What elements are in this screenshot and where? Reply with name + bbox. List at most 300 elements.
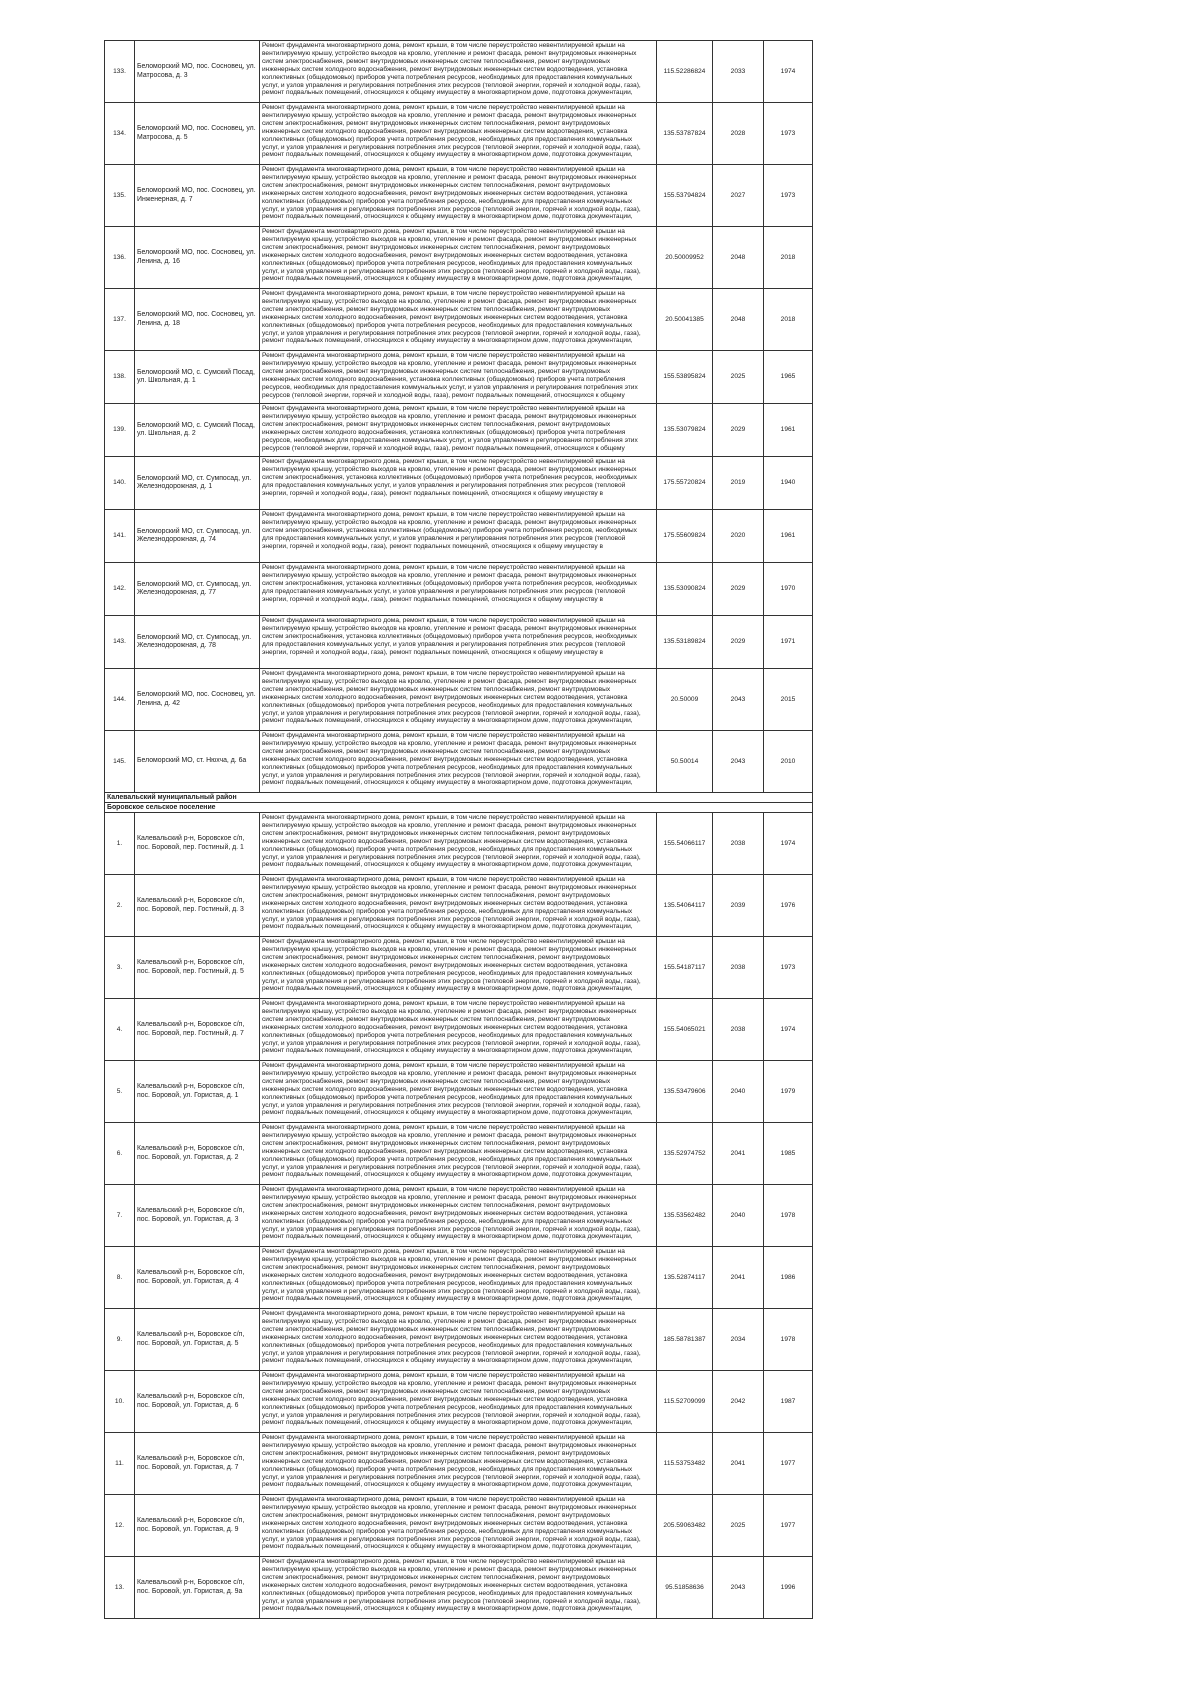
row-built-year: 1987 bbox=[764, 1371, 813, 1433]
row-number: 145. bbox=[105, 731, 135, 793]
row-built-year: 2018 bbox=[764, 227, 813, 289]
work-line: систем электроснабжения, ремонт внутридомовых инженерных систем теплоснабжения, ремонт внутридомовых bbox=[262, 1015, 611, 1023]
row-cost: 175.55609824 bbox=[657, 510, 713, 563]
work-line: коллективных (общедомовых) приборов учета потребления ресурсов, необходимых для предоставления коммунальных bbox=[262, 1279, 633, 1287]
work-line: энергии, горячей и холодной воды, газа), ремонт подвальных помещений, относящихся к общему имуществу в bbox=[262, 489, 604, 497]
row-built-year: 1977 bbox=[764, 1495, 813, 1557]
table-row bbox=[105, 616, 813, 669]
work-line: инженерных систем холодного водоснабжения, ремонт внутридомовых инженерных систем водоотведения, установка bbox=[262, 313, 628, 321]
row-address: Беломорский МО, с. Сумский Посад, ул. Школьная, д. 2 bbox=[135, 404, 260, 457]
row-address: Беломорский МО, пос. Сосновец, ул. Матросова, д. 5 bbox=[135, 103, 260, 165]
work-line: для предоставления коммунальных услуг, и узлов управления и регулирования потребления этих ресурсов (тепловой bbox=[262, 587, 626, 595]
work-line: Ремонт фундамента многоквартирного дома, ремонт крыши, в том числе переустройство невентилируемой крыши на bbox=[262, 1372, 625, 1379]
row-work-description bbox=[260, 1123, 657, 1185]
row-number: 13. bbox=[105, 1557, 135, 1619]
row-number: 142. bbox=[105, 563, 135, 616]
work-line: услуг, и узлов управления и регулирования потребления этих ресурсов (тепловой энергии, горячей и холодной воды, газа), bbox=[262, 205, 641, 213]
work-line: услуг, и узлов управления и регулирования потребления этих ресурсов (тепловой энергии, горячей и холодной воды, газа), bbox=[262, 1473, 641, 1481]
row-address: Беломорский МО, ст. Сумпосад, ул. Железнодорожная, д. 74 bbox=[135, 510, 260, 563]
work-line: инженерных систем холодного водоснабжения, ремонт внутридомовых инженерных систем водоотведения, установка bbox=[262, 1271, 628, 1279]
table-row bbox=[105, 227, 813, 289]
work-line: ремонт подвальных помещений, относящихся к общему имуществу в многоквартирном доме, подготовка документации, bbox=[262, 1047, 633, 1055]
work-line: для предоставления коммунальных услуг, и узлов управления и регулирования потребления этих ресурсов (тепловой bbox=[262, 481, 626, 489]
row-address: Калевальский р-н, Боровское с/п, пос. Боровой, пер. Гостиный, д. 7 bbox=[135, 999, 260, 1061]
row-number: 5. bbox=[105, 1061, 135, 1123]
work-line: систем электроснабжения, установка коллективных (общедомовых) приборов учета потребления ресурсов, необходимых bbox=[262, 632, 637, 640]
row-cost: 135.53189824 bbox=[657, 616, 713, 669]
row-planned-year: 2028 bbox=[713, 103, 764, 165]
work-line: ремонт подвальных помещений, относящихся к общему имуществу в многоквартирном доме, подготовка документации, bbox=[262, 1171, 633, 1179]
work-line: ремонт подвальных помещений, относящихся к общему имуществу в многоквартирном доме, подготовка документации, bbox=[262, 213, 633, 221]
work-line: Ремонт фундамента многоквартирного дома, ремонт крыши, в том числе переустройство невентилируемой крыши на bbox=[262, 1558, 625, 1565]
work-line: вентилируемую крышу, устройство выходов на кровлю, утепление и ремонт фасада, ремонт внутридомовых инженерных bbox=[262, 571, 637, 579]
work-line: систем электроснабжения, ремонт внутридомовых инженерных систем теплоснабжения, ремонт внутридомовых bbox=[262, 1201, 611, 1209]
work-line: вентилируемую крышу, устройство выходов на кровлю, утепление и ремонт фасада, ремонт внутридомовых инженерных bbox=[262, 945, 637, 953]
work-line: вентилируемую крышу, устройство выходов на кровлю, утепление и ремонт фасада, ремонт внутридомовых инженерных bbox=[262, 1131, 637, 1139]
work-line: вентилируемую крышу, устройство выходов на кровлю, утепление и ремонт фасада, ремонт внутридомовых инженерных bbox=[262, 1255, 637, 1263]
work-line: систем электроснабжения, ремонт внутридомовых инженерных систем теплоснабжения, ремонт внутридомовых bbox=[262, 953, 611, 961]
row-address: Беломорский МО, пос. Сосновец, ул. Инженерная, д. 7 bbox=[135, 165, 260, 227]
work-line: систем электроснабжения, ремонт внутридомовых инженерных систем теплоснабжения, ремонт внутридомовых bbox=[262, 119, 611, 127]
work-line: коллективных (общедомовых) приборов учета потребления ресурсов, необходимых для предоставления коммунальных bbox=[262, 1341, 633, 1349]
table-row bbox=[105, 937, 813, 999]
row-number: 140. bbox=[105, 457, 135, 510]
table-row bbox=[105, 1433, 813, 1495]
table-row bbox=[105, 41, 813, 103]
row-number: 136. bbox=[105, 227, 135, 289]
work-line: услуг, и узлов управления и регулирования потребления этих ресурсов (тепловой энергии, горячей и холодной воды, газа), bbox=[262, 977, 641, 985]
work-line: систем электроснабжения, ремонт внутридомовых инженерных систем теплоснабжения, ремонт внутридомовых bbox=[262, 57, 611, 65]
row-address: Калевальский р-н, Боровское с/п, пос. Боровой, ул. Гористая, д. 3 bbox=[135, 1185, 260, 1247]
row-address: Калевальский р-н, Боровское с/п, пос. Боровой, ул. Гористая, д. 9 bbox=[135, 1495, 260, 1557]
row-work-description bbox=[260, 1061, 657, 1123]
work-line: инженерных систем холодного водоснабжения, ремонт внутридомовых инженерных систем водоотведения, установка bbox=[262, 693, 628, 701]
work-line: систем электроснабжения, ремонт внутридомовых инженерных систем теплоснабжения, ремонт внутридомовых bbox=[262, 305, 611, 313]
table-row bbox=[105, 1371, 813, 1433]
work-line: Ремонт фундамента многоквартирного дома, ремонт крыши, в том числе переустройство невентилируемой крыши на bbox=[262, 228, 625, 235]
row-work-description bbox=[260, 1371, 657, 1433]
work-line: ремонт подвальных помещений, относящихся к общему имуществу в многоквартирном доме, подготовка документации, bbox=[262, 923, 633, 931]
row-number: 1. bbox=[105, 813, 135, 875]
row-built-year: 1979 bbox=[764, 1061, 813, 1123]
row-number: 4. bbox=[105, 999, 135, 1061]
work-line: ремонт подвальных помещений, относящихся к общему имуществу в многоквартирном доме, подготовка документации, bbox=[262, 1109, 633, 1117]
work-line: ремонт подвальных помещений, относящихся к общему имуществу в многоквартирном доме, подготовка документации, bbox=[262, 1605, 633, 1613]
row-address: Беломорский МО, с. Сумский Посад, ул. Школьная, д. 1 bbox=[135, 351, 260, 404]
work-line: коллективных (общедомовых) приборов учета потребления ресурсов, необходимых для предоставления коммунальных bbox=[262, 73, 633, 81]
row-planned-year: 2040 bbox=[713, 1061, 764, 1123]
row-cost: 135.53079824 bbox=[657, 404, 713, 457]
work-line: Ремонт фундамента многоквартирного дома, ремонт крыши, в том числе переустройство невентилируемой крыши на bbox=[262, 511, 625, 518]
row-number: 143. bbox=[105, 616, 135, 669]
work-line: систем электроснабжения, ремонт внутридомовых инженерных систем теплоснабжения, ремонт внутридомовых bbox=[262, 1511, 611, 1519]
table-row bbox=[105, 669, 813, 731]
row-address: Беломорский МО, ст. Сумпосад, ул. Железнодорожная, д. 1 bbox=[135, 457, 260, 510]
work-line: вентилируемую крышу, устройство выходов на кровлю, утепление и ремонт фасада, ремонт внутридомовых инженерных bbox=[262, 1007, 637, 1015]
table-row bbox=[105, 510, 813, 563]
work-line: для предоставления коммунальных услуг, и узлов управления и регулирования потребления этих ресурсов (тепловой bbox=[262, 534, 626, 542]
work-line: ремонт подвальных помещений, относящихся к общему имуществу в многоквартирном доме, подготовка документации, bbox=[262, 1233, 633, 1241]
row-work-description bbox=[260, 1495, 657, 1557]
row-work-description bbox=[260, 227, 657, 289]
row-work-description bbox=[260, 1247, 657, 1309]
work-line: систем электроснабжения, установка коллективных (общедомовых) приборов учета потребления ресурсов, необходимых bbox=[262, 526, 637, 534]
row-built-year: 1974 bbox=[764, 41, 813, 103]
row-cost: 135.54064117 bbox=[657, 875, 713, 937]
table-row bbox=[105, 563, 813, 616]
row-work-description bbox=[260, 937, 657, 999]
work-line: инженерных систем холодного водоснабжения, ремонт внутридомовых инженерных систем водоотведения, установка bbox=[262, 65, 628, 73]
row-cost: 20.50009952 bbox=[657, 227, 713, 289]
table-row bbox=[105, 731, 813, 793]
work-line: инженерных систем холодного водоснабжения, ремонт внутридомовых инженерных систем водоотведения, установка bbox=[262, 1023, 628, 1031]
row-cost: 155.54187117 bbox=[657, 937, 713, 999]
row-planned-year: 2029 bbox=[713, 563, 764, 616]
work-line: коллективных (общедомовых) приборов учета потребления ресурсов, необходимых для предоставления коммунальных bbox=[262, 135, 633, 143]
row-cost: 115.52286824 bbox=[657, 41, 713, 103]
work-line: вентилируемую крышу, устройство выходов на кровлю, утепление и ремонт фасада, ремонт внутридомовых инженерных bbox=[262, 821, 637, 829]
work-line: для предоставления коммунальных услуг, и узлов управления и регулирования потребления этих ресурсов (тепловой bbox=[262, 640, 626, 648]
work-line: вентилируемую крышу, устройство выходов на кровлю, утепление и ремонт фасада, ремонт внутридомовых инженерных bbox=[262, 1193, 637, 1201]
work-line: систем электроснабжения, ремонт внутридомовых инженерных систем теплоснабжения, ремонт внутридомовых bbox=[262, 747, 611, 755]
work-line: систем электроснабжения, ремонт внутридомовых инженерных систем теплоснабжения, ремонт внутридомовых bbox=[262, 243, 611, 251]
row-planned-year: 2019 bbox=[713, 457, 764, 510]
row-address: Калевальский р-н, Боровское с/п, пос. Боровой, ул. Гористая, д. 2 bbox=[135, 1123, 260, 1185]
row-address: Беломорский МО, пос. Сосновец, ул. Матросова, д. 3 bbox=[135, 41, 260, 103]
work-line: инженерных систем холодного водоснабжения, ремонт внутридомовых инженерных систем водоотведения, установка bbox=[262, 1209, 628, 1217]
work-line: систем электроснабжения, ремонт внутридомовых инженерных систем теплоснабжения, ремонт внутридомовых bbox=[262, 1077, 611, 1085]
row-cost: 155.53794824 bbox=[657, 165, 713, 227]
work-line: Ремонт фундамента многоквартирного дома, ремонт крыши, в том числе переустройство невентилируемой крыши на bbox=[262, 1000, 625, 1007]
work-line: вентилируемую крышу, устройство выходов на кровлю, утепление и ремонт фасада, ремонт внутридомовых инженерных bbox=[262, 1565, 637, 1573]
work-line: вентилируемую крышу, устройство выходов на кровлю, утепление и ремонт фасада, ремонт внутридомовых инженерных bbox=[262, 739, 637, 747]
table-row bbox=[105, 1185, 813, 1247]
row-planned-year: 2029 bbox=[713, 404, 764, 457]
work-line: систем электроснабжения, ремонт внутридомовых инженерных систем теплоснабжения, ремонт внутридомовых bbox=[262, 1139, 611, 1147]
table-row bbox=[105, 404, 813, 457]
work-line: Ремонт фундамента многоквартирного дома, ремонт крыши, в том числе переустройство невентилируемой крыши на bbox=[262, 104, 625, 111]
work-line: коллективных (общедомовых) приборов учета потребления ресурсов, необходимых для предоставления коммунальных bbox=[262, 197, 633, 205]
row-cost: 155.54065021 bbox=[657, 999, 713, 1061]
work-line: ремонт подвальных помещений, относящихся к общему имуществу в многоквартирном доме, подготовка документации, bbox=[262, 985, 633, 993]
row-number: 133. bbox=[105, 41, 135, 103]
work-line: услуг, и узлов управления и регулирования потребления этих ресурсов (тепловой энергии, горячей и холодной воды, газа), bbox=[262, 329, 641, 337]
work-line: Ремонт фундамента многоквартирного дома, ремонт крыши, в том числе переустройство невентилируемой крыши на bbox=[262, 732, 625, 739]
work-line: услуг, и узлов управления и регулирования потребления этих ресурсов (тепловой энергии, горячей и холодной воды, газа), bbox=[262, 1039, 641, 1047]
work-line: ремонт подвальных помещений, относящихся к общему имуществу в многоквартирном доме, подготовка документации, bbox=[262, 1357, 633, 1365]
section-row-district bbox=[105, 793, 813, 803]
row-built-year: 1978 bbox=[764, 1309, 813, 1371]
work-line: инженерных систем холодного водоснабжения, установка коллективных (общедомовых) приборов учета потребления bbox=[262, 428, 626, 436]
work-line: инженерных систем холодного водоснабжения, ремонт внутридомовых инженерных систем водоотведения, установка bbox=[262, 899, 628, 907]
work-line: систем электроснабжения, установка коллективных (общедомовых) приборов учета потребления ресурсов, необходимых bbox=[262, 473, 637, 481]
table-row bbox=[105, 103, 813, 165]
row-planned-year: 2025 bbox=[713, 1495, 764, 1557]
work-line: инженерных систем холодного водоснабжения, ремонт внутридомовых инженерных систем водоотведения, установка bbox=[262, 1581, 628, 1589]
work-line: систем электроснабжения, ремонт внутридомовых инженерных систем теплоснабжения, ремонт внутридомовых bbox=[262, 1387, 611, 1395]
work-line: ремонт подвальных помещений, относящихся к общему имуществу в многоквартирном доме, подготовка документации, bbox=[262, 1481, 633, 1489]
work-line: инженерных систем холодного водоснабжения, ремонт внутридомовых инженерных систем водоотведения, установка bbox=[262, 1519, 628, 1527]
row-number: 135. bbox=[105, 165, 135, 227]
row-built-year: 1940 bbox=[764, 457, 813, 510]
work-line: инженерных систем холодного водоснабжения, ремонт внутридомовых инженерных систем водоотведения, установка bbox=[262, 1333, 628, 1341]
table-row bbox=[105, 813, 813, 875]
row-built-year: 1985 bbox=[764, 1123, 813, 1185]
row-number: 139. bbox=[105, 404, 135, 457]
work-line: вентилируемую крышу, устройство выходов на кровлю, утепление и ремонт фасада, ремонт внутридомовых инженерных bbox=[262, 412, 637, 420]
work-line: инженерных систем холодного водоснабжения, ремонт внутридомовых инженерных систем водоотведения, установка bbox=[262, 1147, 628, 1155]
work-line: систем электроснабжения, ремонт внутридомовых инженерных систем теплоснабжения, ремонт внутридомовых bbox=[262, 1573, 611, 1581]
section-settlement-title: Боровское сельское поселение bbox=[105, 803, 813, 813]
row-built-year: 1973 bbox=[764, 103, 813, 165]
row-address: Беломорский МО, ст. Нюхча, д. 6а bbox=[135, 731, 260, 793]
work-line: инженерных систем холодного водоснабжения, ремонт внутридомовых инженерных систем водоотведения, установка bbox=[262, 127, 628, 135]
row-number: 9. bbox=[105, 1309, 135, 1371]
row-work-description bbox=[260, 875, 657, 937]
row-address: Калевальский р-н, Боровское с/п, пос. Боровой, ул. Гористая, д. 5 bbox=[135, 1309, 260, 1371]
work-line: энергии, горячей и холодной воды, газа), ремонт подвальных помещений, относящихся к общему имуществу в bbox=[262, 595, 604, 603]
work-line: инженерных систем холодного водоснабжения, ремонт внутридомовых инженерных систем водоотведения, установка bbox=[262, 1457, 628, 1465]
row-number: 7. bbox=[105, 1185, 135, 1247]
row-cost: 95.51858636 bbox=[657, 1557, 713, 1619]
row-built-year: 1976 bbox=[764, 875, 813, 937]
row-address: Калевальский р-н, Боровское с/п, пос. Боровой, ул. Гористая, д. 6 bbox=[135, 1371, 260, 1433]
row-address: Калевальский р-н, Боровское с/п, пос. Боровой, пер. Гостиный, д. 1 bbox=[135, 813, 260, 875]
row-cost: 135.53562482 bbox=[657, 1185, 713, 1247]
work-line: услуг, и узлов управления и регулирования потребления этих ресурсов (тепловой энергии, горячей и холодной воды, газа), bbox=[262, 709, 641, 717]
work-line: услуг, и узлов управления и регулирования потребления этих ресурсов (тепловой энергии, горячей и холодной воды, газа), bbox=[262, 143, 641, 151]
work-line: услуг, и узлов управления и регулирования потребления этих ресурсов (тепловой энергии, горячей и холодной воды, газа), bbox=[262, 1101, 641, 1109]
row-address: Калевальский р-н, Боровское с/п, пос. Боровой, ул. Гористая, д. 7 bbox=[135, 1433, 260, 1495]
row-number: 141. bbox=[105, 510, 135, 563]
capital-repair-table bbox=[104, 40, 813, 1619]
row-built-year: 2018 bbox=[764, 289, 813, 351]
row-work-description bbox=[260, 1557, 657, 1619]
work-line: вентилируемую крышу, устройство выходов на кровлю, утепление и ремонт фасада, ремонт внутридомовых инженерных bbox=[262, 883, 637, 891]
table-row bbox=[105, 1123, 813, 1185]
row-planned-year: 2043 bbox=[713, 1557, 764, 1619]
row-address: Беломорский МО, ст. Сумпосад, ул. Железнодорожная, д. 78 bbox=[135, 616, 260, 669]
row-planned-year: 2027 bbox=[713, 165, 764, 227]
work-line: коллективных (общедомовых) приборов учета потребления ресурсов, необходимых для предоставления коммунальных bbox=[262, 845, 633, 853]
work-line: инженерных систем холодного водоснабжения, ремонт внутридомовых инженерных систем водоотведения, установка bbox=[262, 837, 628, 845]
row-work-description bbox=[260, 103, 657, 165]
row-cost: 155.54066117 bbox=[657, 813, 713, 875]
work-line: систем электроснабжения, ремонт внутридомовых инженерных систем теплоснабжения, ремонт внутридомовых bbox=[262, 420, 611, 428]
row-built-year: 1971 bbox=[764, 616, 813, 669]
work-line: коллективных (общедомовых) приборов учета потребления ресурсов, необходимых для предоставления коммунальных bbox=[262, 1589, 633, 1597]
work-line: систем электроснабжения, ремонт внутридомовых инженерных систем теплоснабжения, ремонт внутридомовых bbox=[262, 1325, 611, 1333]
work-line: Ремонт фундамента многоквартирного дома, ремонт крыши, в том числе переустройство невентилируемой крыши на bbox=[262, 1434, 625, 1441]
row-number: 8. bbox=[105, 1247, 135, 1309]
row-cost: 135.52874117 bbox=[657, 1247, 713, 1309]
row-planned-year: 2033 bbox=[713, 41, 764, 103]
row-number: 138. bbox=[105, 351, 135, 404]
row-planned-year: 2038 bbox=[713, 999, 764, 1061]
work-line: ресурсов (тепловой энергии, горячей и холодной воды, газа), ремонт подвальных помещений, относящихся к общему bbox=[262, 444, 625, 452]
work-line: ремонт подвальных помещений, относящихся к общему имуществу в многоквартирном доме, подготовка документации, bbox=[262, 779, 633, 787]
work-line: вентилируемую крышу, устройство выходов на кровлю, утепление и ремонт фасада, ремонт внутридомовых инженерных bbox=[262, 1441, 637, 1449]
work-line: услуг, и узлов управления и регулирования потребления этих ресурсов (тепловой энергии, горячей и холодной воды, газа), bbox=[262, 1597, 641, 1605]
row-cost: 135.53479606 bbox=[657, 1061, 713, 1123]
work-line: ремонт подвальных помещений, относящихся к общему имуществу в многоквартирном доме, подготовка документации, bbox=[262, 717, 633, 725]
work-line: энергии, горячей и холодной воды, газа), ремонт подвальных помещений, относящихся к общему имуществу в bbox=[262, 648, 604, 656]
work-line: инженерных систем холодного водоснабжения, ремонт внутридомовых инженерных систем водоотведения, установка bbox=[262, 251, 628, 259]
work-line: ремонт подвальных помещений, относящихся к общему имуществу в многоквартирном доме, подготовка документации, bbox=[262, 275, 633, 283]
table-row bbox=[105, 1309, 813, 1371]
row-address: Калевальский р-н, Боровское с/п, пос. Боровой, пер. Гостиный, д. 5 bbox=[135, 937, 260, 999]
work-line: Ремонт фундамента многоквартирного дома, ремонт крыши, в том числе переустройство невентилируемой крыши на bbox=[262, 42, 625, 49]
work-line: Ремонт фундамента многоквартирного дома, ремонт крыши, в том числе переустройство невентилируемой крыши на bbox=[262, 1124, 625, 1131]
row-work-description bbox=[260, 351, 657, 404]
row-address: Беломорский МО, ст. Сумпосад, ул. Железнодорожная, д. 77 bbox=[135, 563, 260, 616]
work-line: коллективных (общедомовых) приборов учета потребления ресурсов, необходимых для предоставления коммунальных bbox=[262, 969, 633, 977]
row-built-year: 1965 bbox=[764, 351, 813, 404]
work-line: ресурсов, необходимых для предоставления коммунальных услуг, и узлов управления и регулирования потребления этих bbox=[262, 436, 638, 444]
work-line: Ремонт фундамента многоквартирного дома, ремонт крыши, в том числе переустройство невентилируемой крыши на bbox=[262, 1248, 625, 1255]
row-planned-year: 2025 bbox=[713, 351, 764, 404]
row-planned-year: 2048 bbox=[713, 227, 764, 289]
work-line: вентилируемую крышу, устройство выходов на кровлю, утепление и ремонт фасада, ремонт внутридомовых инженерных bbox=[262, 359, 637, 367]
work-line: услуг, и узлов управления и регулирования потребления этих ресурсов (тепловой энергии, горячей и холодной воды, газа), bbox=[262, 1287, 641, 1295]
row-planned-year: 2043 bbox=[713, 669, 764, 731]
work-line: Ремонт фундамента многоквартирного дома, ремонт крыши, в том числе переустройство невентилируемой крыши на bbox=[262, 1062, 625, 1069]
row-planned-year: 2048 bbox=[713, 289, 764, 351]
work-line: коллективных (общедомовых) приборов учета потребления ресурсов, необходимых для предоставления коммунальных bbox=[262, 1093, 633, 1101]
row-work-description bbox=[260, 510, 657, 563]
row-planned-year: 2041 bbox=[713, 1247, 764, 1309]
row-built-year: 1970 bbox=[764, 563, 813, 616]
work-line: инженерных систем холодного водоснабжения, ремонт внутридомовых инженерных систем водоотведения, установка bbox=[262, 1085, 628, 1093]
row-cost: 135.53787824 bbox=[657, 103, 713, 165]
work-line: услуг, и узлов управления и регулирования потребления этих ресурсов (тепловой энергии, горячей и холодной воды, газа), bbox=[262, 1535, 641, 1543]
row-work-description bbox=[260, 1185, 657, 1247]
row-built-year: 1996 bbox=[764, 1557, 813, 1619]
work-line: ремонт подвальных помещений, относящихся к общему имуществу в многоквартирном доме, подготовка документации, bbox=[262, 151, 633, 159]
row-planned-year: 2041 bbox=[713, 1433, 764, 1495]
row-address: Беломорский МО, пос. Сосновец, ул. Ленина, д. 16 bbox=[135, 227, 260, 289]
work-line: Ремонт фундамента многоквартирного дома, ремонт крыши, в том числе переустройство невентилируемой крыши на bbox=[262, 1496, 625, 1503]
work-line: ремонт подвальных помещений, относящихся к общему имуществу в многоквартирном доме, подготовка документации, bbox=[262, 89, 633, 97]
row-number: 144. bbox=[105, 669, 135, 731]
work-line: вентилируемую крышу, устройство выходов на кровлю, утепление и ремонт фасада, ремонт внутридомовых инженерных bbox=[262, 1379, 637, 1387]
row-cost: 20.50009 bbox=[657, 669, 713, 731]
row-built-year: 2015 bbox=[764, 669, 813, 731]
work-line: Ремонт фундамента многоквартирного дома, ремонт крыши, в том числе переустройство невентилируемой крыши на bbox=[262, 1186, 625, 1193]
row-planned-year: 2029 bbox=[713, 616, 764, 669]
row-cost: 185.58781387 bbox=[657, 1309, 713, 1371]
row-number: 3. bbox=[105, 937, 135, 999]
work-line: систем электроснабжения, ремонт внутридомовых инженерных систем теплоснабжения, ремонт внутридомовых bbox=[262, 1449, 611, 1457]
work-line: систем электроснабжения, ремонт внутридомовых инженерных систем теплоснабжения, ремонт внутридомовых bbox=[262, 367, 611, 375]
work-line: вентилируемую крышу, устройство выходов на кровлю, утепление и ремонт фасада, ремонт внутридомовых инженерных bbox=[262, 111, 637, 119]
row-built-year: 1986 bbox=[764, 1247, 813, 1309]
row-planned-year: 2042 bbox=[713, 1371, 764, 1433]
work-line: услуг, и узлов управления и регулирования потребления этих ресурсов (тепловой энергии, горячей и холодной воды, газа), bbox=[262, 81, 641, 89]
work-line: услуг, и узлов управления и регулирования потребления этих ресурсов (тепловой энергии, горячей и холодной воды, газа), bbox=[262, 1225, 641, 1233]
row-address: Калевальский р-н, Боровское с/п, пос. Боровой, пер. Гостиный, д. 3 bbox=[135, 875, 260, 937]
row-number: 137. bbox=[105, 289, 135, 351]
work-line: систем электроснабжения, ремонт внутридомовых инженерных систем теплоснабжения, ремонт внутридомовых bbox=[262, 829, 611, 837]
work-line: вентилируемую крышу, устройство выходов на кровлю, утепление и ремонт фасада, ремонт внутридомовых инженерных bbox=[262, 677, 637, 685]
work-line: ресурсов (тепловой энергии, горячей и холодной воды, газа), ремонт подвальных помещений, относящихся к общему bbox=[262, 391, 625, 399]
work-line: Ремонт фундамента многоквартирного дома, ремонт крыши, в том числе переустройство невентилируемой крыши на bbox=[262, 405, 625, 412]
work-line: вентилируемую крышу, устройство выходов на кровлю, утепление и ремонт фасада, ремонт внутридомовых инженерных bbox=[262, 235, 637, 243]
table-row bbox=[105, 457, 813, 510]
row-cost: 50.50014 bbox=[657, 731, 713, 793]
work-line: вентилируемую крышу, устройство выходов на кровлю, утепление и ремонт фасада, ремонт внутридомовых инженерных bbox=[262, 173, 637, 181]
work-line: вентилируемую крышу, устройство выходов на кровлю, утепление и ремонт фасада, ремонт внутридомовых инженерных bbox=[262, 1317, 637, 1325]
row-address: Беломорский МО, пос. Сосновец, ул. Ленина, д. 18 bbox=[135, 289, 260, 351]
row-number: 6. bbox=[105, 1123, 135, 1185]
work-line: ремонт подвальных помещений, относящихся к общему имуществу в многоквартирном доме, подготовка документации, bbox=[262, 861, 633, 869]
work-line: вентилируемую крышу, устройство выходов на кровлю, утепление и ремонт фасада, ремонт внутридомовых инженерных bbox=[262, 1069, 637, 1077]
work-line: Ремонт фундамента многоквартирного дома, ремонт крыши, в том числе переустройство невентилируемой крыши на bbox=[262, 938, 625, 945]
work-line: коллективных (общедомовых) приборов учета потребления ресурсов, необходимых для предоставления коммунальных bbox=[262, 1465, 633, 1473]
table-row bbox=[105, 999, 813, 1061]
row-work-description bbox=[260, 813, 657, 875]
row-work-description bbox=[260, 41, 657, 103]
work-line: ремонт подвальных помещений, относящихся к общему имуществу в многоквартирном доме, подготовка документации, bbox=[262, 1419, 633, 1427]
table-row bbox=[105, 351, 813, 404]
row-planned-year: 2043 bbox=[713, 731, 764, 793]
row-work-description bbox=[260, 999, 657, 1061]
work-line: Ремонт фундамента многоквартирного дома, ремонт крыши, в том числе переустройство невентилируемой крыши на bbox=[262, 458, 625, 465]
work-line: ремонт подвальных помещений, относящихся к общему имуществу в многоквартирном доме, подготовка документации, bbox=[262, 337, 633, 345]
row-planned-year: 2041 bbox=[713, 1123, 764, 1185]
work-line: Ремонт фундамента многоквартирного дома, ремонт крыши, в том числе переустройство невентилируемой крыши на bbox=[262, 876, 625, 883]
work-line: Ремонт фундамента многоквартирного дома, ремонт крыши, в том числе переустройство невентилируемой крыши на bbox=[262, 352, 625, 359]
row-planned-year: 2039 bbox=[713, 875, 764, 937]
work-line: Ремонт фундамента многоквартирного дома, ремонт крыши, в том числе переустройство невентилируемой крыши на bbox=[262, 166, 625, 173]
row-planned-year: 2040 bbox=[713, 1185, 764, 1247]
table-row bbox=[105, 1557, 813, 1619]
row-address: Калевальский р-н, Боровское с/п, пос. Боровой, ул. Гористая, д. 9а bbox=[135, 1557, 260, 1619]
row-number: 12. bbox=[105, 1495, 135, 1557]
row-cost: 20.50041385 bbox=[657, 289, 713, 351]
work-line: систем электроснабжения, ремонт внутридомовых инженерных систем теплоснабжения, ремонт внутридомовых bbox=[262, 891, 611, 899]
row-work-description bbox=[260, 404, 657, 457]
work-line: вентилируемую крышу, устройство выходов на кровлю, утепление и ремонт фасада, ремонт внутридомовых инженерных bbox=[262, 624, 637, 632]
work-line: Ремонт фундамента многоквартирного дома, ремонт крыши, в том числе переустройство невентилируемой крыши на bbox=[262, 617, 625, 624]
work-line: Ремонт фундамента многоквартирного дома, ремонт крыши, в том числе переустройство невентилируемой крыши на bbox=[262, 290, 625, 297]
work-line: услуг, и узлов управления и регулирования потребления этих ресурсов (тепловой энергии, горячей и холодной воды, газа), bbox=[262, 915, 641, 923]
row-planned-year: 2038 bbox=[713, 937, 764, 999]
work-line: Ремонт фундамента многоквартирного дома, ремонт крыши, в том числе переустройство невентилируемой крыши на bbox=[262, 564, 625, 571]
work-line: Ремонт фундамента многоквартирного дома, ремонт крыши, в том числе переустройство невентилируемой крыши на bbox=[262, 670, 625, 677]
work-line: Ремонт фундамента многоквартирного дома, ремонт крыши, в том числе переустройство невентилируемой крыши на bbox=[262, 814, 625, 821]
row-work-description bbox=[260, 1309, 657, 1371]
row-planned-year: 2020 bbox=[713, 510, 764, 563]
work-line: ресурсов, необходимых для предоставления коммунальных услуг, и узлов управления и регулирования потребления этих bbox=[262, 383, 638, 391]
work-line: коллективных (общедомовых) приборов учета потребления ресурсов, необходимых для предоставления коммунальных bbox=[262, 321, 633, 329]
work-line: услуг, и узлов управления и регулирования потребления этих ресурсов (тепловой энергии, горячей и холодной воды, газа), bbox=[262, 1411, 641, 1419]
row-cost: 135.53090824 bbox=[657, 563, 713, 616]
table-body bbox=[105, 41, 813, 1619]
row-built-year: 1977 bbox=[764, 1433, 813, 1495]
table-row bbox=[105, 165, 813, 227]
work-line: вентилируемую крышу, устройство выходов на кровлю, утепление и ремонт фасада, ремонт внутридомовых инженерных bbox=[262, 1503, 637, 1511]
work-line: инженерных систем холодного водоснабжения, ремонт внутридомовых инженерных систем водоотведения, установка bbox=[262, 961, 628, 969]
row-built-year: 1961 bbox=[764, 404, 813, 457]
work-line: Ремонт фундамента многоквартирного дома, ремонт крыши, в том числе переустройство невентилируемой крыши на bbox=[262, 1310, 625, 1317]
row-built-year: 1974 bbox=[764, 813, 813, 875]
table-row bbox=[105, 1247, 813, 1309]
work-line: услуг, и узлов управления и регулирования потребления этих ресурсов (тепловой энергии, горячей и холодной воды, газа), bbox=[262, 267, 641, 275]
table-row bbox=[105, 1495, 813, 1557]
work-line: услуг, и узлов управления и регулирования потребления этих ресурсов (тепловой энергии, горячей и холодной воды, газа), bbox=[262, 1349, 641, 1357]
work-line: инженерных систем холодного водоснабжения, ремонт внутридомовых инженерных систем водоотведения, установка bbox=[262, 1395, 628, 1403]
